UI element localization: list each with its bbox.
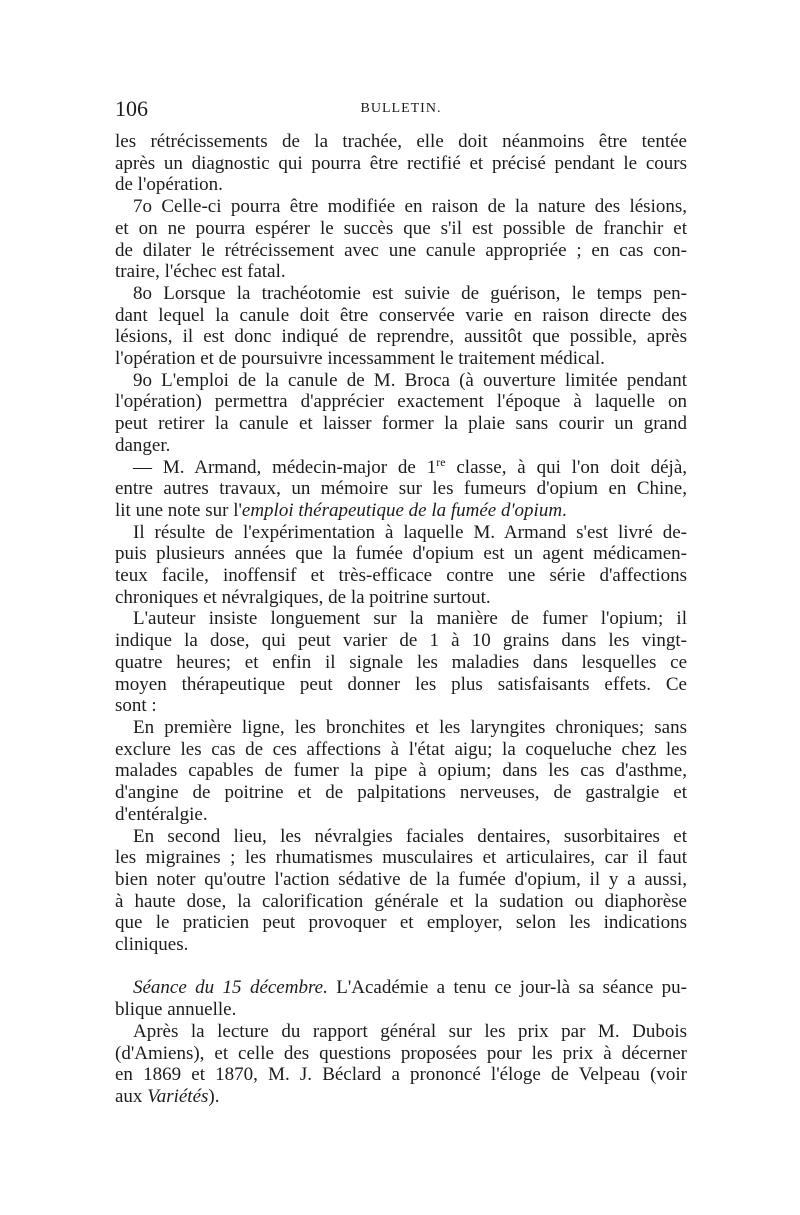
text-line: les rétrécissements de la trachée, elle doit néanmoins être tentée (115, 131, 687, 152)
text-line: teux facile, inoffensif et très-efficace contre une série d'affections (115, 565, 687, 587)
text-line: peut retirer la canule et laisser former la plaie sans courir un grand (115, 413, 687, 435)
text-line: exclure les cas de ces affections à l'état aigu; la coqueluche chez les (115, 738, 687, 760)
text-segment: L'Académie a tenu ce jour-là sa séance pu- (327, 977, 687, 999)
text-line: lésions, il est donc indiqué de reprendre, aussitôt que possible, après (115, 326, 687, 348)
text-line: chroniques et névralgiques, de la poitrine surtout. (115, 586, 491, 608)
text-line: blique annuelle. (115, 999, 237, 1021)
text-segment: . (562, 499, 567, 521)
text-line (115, 500, 687, 522)
text-line: En second lieu, les névralgies faciales dentaires, susorbitaires et (133, 825, 687, 847)
text-line: 9o L'emploi de la canule de M. Broca (à ouverture limitée pendant (133, 369, 687, 391)
text-line: puis plusieurs années que la fumée d'opium est un agent médicamen- (115, 543, 687, 565)
text-line: de l'opération. (115, 174, 223, 196)
text-line: quatre heures; et enfin il signale les maladies dans lesquelles ce (115, 651, 687, 673)
text-line: 7o Celle-ci pourra être modifiée en raison de la nature des lésions, (133, 196, 687, 218)
text-segment: ). (208, 1085, 220, 1107)
text-line: En première ligne, les bronchites et les laryngites chroniques; sans (133, 716, 687, 738)
text-line: L'auteur insiste longuement sur la manière de fumer l'opium; il (133, 608, 687, 630)
text-line: les migraines ; les rhumatismes musculaires et articulaires, car il faut (115, 847, 687, 869)
text-line: que le praticien peut provoquer et employer, selon les indications (115, 912, 687, 934)
paragraph-gap (115, 956, 687, 978)
text-line: bien noter qu'outre l'action sédative de la fumée d'opium, il y a aussi, (115, 868, 687, 890)
text-line: entre autres travaux, un mémoire sur les fumeurs d'opium en Chine, (115, 478, 687, 500)
text-line: à haute dose, la calorification générale et la sudation ou diaphorèse (115, 890, 687, 912)
text-line: danger. (115, 434, 171, 456)
text-line: en 1869 et 1870, M. J. Béclard a prononcé l'éloge de Velpeau (voir (115, 1064, 687, 1086)
text-line: sont : (115, 695, 157, 717)
text-segment: — M. Armand, médecin-major de 1 (133, 456, 437, 478)
text-line: Après la lecture du rapport général sur les prix par M. Dubois (133, 1020, 687, 1042)
text-line: 8o Lorsque la trachéotomie est suivie de guérison, le temps pen- (133, 282, 687, 304)
text-line: cliniques. (115, 934, 189, 956)
text-line: l'opération) permettra d'apprécier exactement l'époque à laquelle on (115, 391, 687, 413)
text-line: traire, l'échec est fatal. (115, 261, 286, 283)
page-number: 106 (115, 96, 148, 121)
text-line (115, 454, 687, 479)
text-line: de dilater le rétrécissement avec une canule appropriée ; en cas con- (115, 239, 687, 261)
text-line: dant lequel la canule doit être conservée varie en raison directe des (115, 304, 687, 326)
text-line: (d'Amiens), et celle des questions proposées pour les prix à décerner (115, 1042, 687, 1064)
text-line: Il résulte de l'expérimentation à laquelle M. Armand s'est livré de- (133, 521, 687, 543)
running-head: BULLETIN. (360, 101, 442, 116)
italic-reference: Variétés (147, 1085, 209, 1107)
italic-title: emploi thérapeutique de la fumée d'opium (241, 499, 563, 521)
text-line (115, 977, 687, 999)
text-segment: lit une note sur l' (115, 499, 242, 521)
text-line: d'entéralgie. (115, 803, 208, 825)
text-line: moyen thérapeutique peut donner les plus satisfaisants effets. Ce (115, 673, 687, 695)
document-body (115, 131, 687, 1108)
text-segment: classe, à qui l'on doit déjà, (445, 456, 687, 478)
text-line (115, 1086, 687, 1108)
text-line: d'angine de poitrine et de palpitations nerveuses, de gastralgie et (115, 782, 687, 804)
text-segment: aux (115, 1085, 148, 1107)
text-line: indique la dose, qui peut varier de 1 à 10 grains dans les vingt- (115, 630, 687, 652)
text-line: l'opération et de poursuivre incessamment le traitement médical. (115, 348, 605, 370)
text-line: malades capables de fumer la pipe à opium; dans les cas d'asthme, (115, 760, 687, 782)
text-line: après un diagnostic qui pourra être rectifié et précisé pendant le cours (115, 152, 687, 174)
superscript: re (436, 454, 446, 469)
session-heading: Séance du 15 décembre. (133, 977, 328, 999)
text-line: et on ne pourra espérer le succès que s'il est possible de franchir et (115, 217, 687, 239)
page-header (115, 96, 687, 122)
